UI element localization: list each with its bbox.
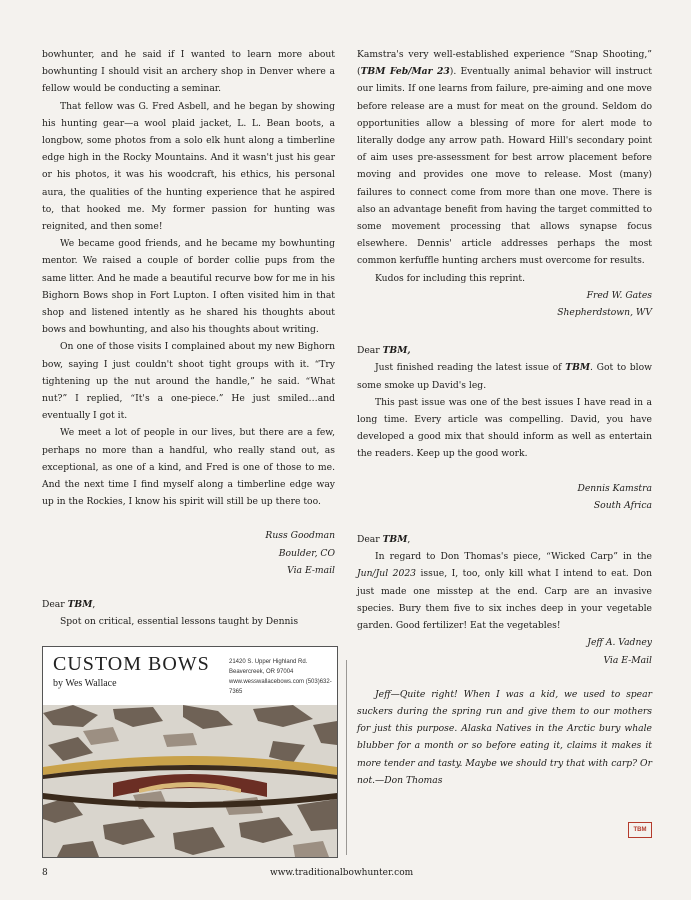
- paragraph: This past issue was one of the best issues I have read in a long time. Every article was compelling. David, you have developed a good mix that should inform as well as entertain the readers. Keep up the good work.: [357, 396, 652, 460]
- signature-name: Fred W. Gates: [586, 289, 652, 301]
- signature-place: Shepherdstown, WV: [557, 307, 652, 319]
- letter-salutation: Dear TBM,: [357, 345, 411, 357]
- signature-name: Russ Goodman: [265, 530, 335, 542]
- paragraph: Spot on critical, essential lessons taught by Dennis: [60, 616, 299, 628]
- paragraph: Kudos for including this reprint.: [375, 272, 526, 284]
- paragraph: We meet a lot of people in our lives, but there are a few, perhaps no more than a handful, who really stand out, as exceptional, as one of a kind, and Fred is one of those to me. And the next time I find myself along a timberline edge way up in the Rockies, I know his spirit will still be up there too.: [42, 427, 335, 508]
- paragraph: That fellow was G. Fred Asbell, and he began by showing his hunting gear—a wool plaid jacket, L. L. Bean boots, a longbow, some photos from a solo elk hunt along a timberline edge high in the Rocky Mountains. And it wasn't just his gear or his photos, it was his woodcraft, his ethics, his personal aura, the qualities of the hunting experience that he aspired to, that hooked me. My former passion for hunting was reignited, and then some!: [42, 100, 335, 233]
- column-divider: [346, 660, 347, 855]
- custom-bows-advertisement: [42, 646, 338, 858]
- letter-salutation: Dear TBM,: [42, 599, 96, 611]
- paragraph: Kamstra's very well-established experience “Snap Shooting,” (TBM Feb/Mar 23). Eventually animal behavior will instruct our limits. If one learns from failure, pre-aiming and one move before release are a must for meat on the ground. Seldom do opportunities allow a blessing of more for alert mode to literally dodge any arrow path. Howard Hill's secondary point of aim uses pre-assessment for best arrow placement before moving and provides one move to release. Most (many) failures to connect come from more than one move. There is also an advantage benefit from having the target committed to some movement processing that allows synapse focus elsewhere. Dennis' article addresses perhaps the most common kerfuffle hunting archers must overcome for results.: [357, 49, 652, 267]
- signature-place: Boulder, CO: [278, 547, 335, 559]
- tbm-logo: TBM: [628, 822, 652, 838]
- paragraph: In regard to Don Thomas's piece, “Wicked Carp” in the Jun/Jul 2023 issue, I, too, only kill what I intend to eat. Don just made one misstep at the end. Carp are an invasive species. Bury them five to six inches deep in your vegetable garden. Good fertilizer! Eat the vegetables!: [357, 551, 652, 632]
- paragraph: Just finished reading the latest issue of TBM. Got to blow some smoke up David's leg.: [357, 362, 652, 391]
- ad-byline: by Wes Wallace: [53, 678, 117, 689]
- signature-name: Jeff A. Vadney: [587, 637, 652, 649]
- page-number: 8: [42, 868, 48, 878]
- signature-via: Via E-mail: [287, 564, 335, 576]
- signature-name: Dennis Kamstra: [577, 482, 652, 494]
- bow-on-camo-image: [43, 705, 337, 857]
- editor-reply: Jeff—Quite right! When I was a kid, we used to spear suckers during the spring run and give them to our mothers for just this purpose. Alaska Natives in the Arctic bury whale blubber for a month or so before eating it, claims it makes it more tender and tasty. Maybe we should try that with carp? Or not.—Don Thomas: [357, 688, 652, 786]
- signature-place: South Africa: [593, 499, 652, 511]
- left-column: [42, 46, 335, 631]
- right-column: [357, 46, 652, 789]
- letter-salutation: Dear TBM,: [357, 534, 411, 546]
- paragraph: bowhunter, and he said if I wanted to learn more about bowhunting I should visit an archery shop in Denver where a fellow would be conducting a seminar.: [42, 49, 335, 95]
- paragraph: We became good friends, and he became my bowhunting mentor. We raised a couple of border collie pups from the same litter. And he made a beautiful recurve bow for me in his Bighorn Bows shop in Fort Lupton. I often visited him in that shop and listened intently as he shared his thoughts about bows and bowhunting, and also his thoughts about writing.: [42, 238, 335, 336]
- footer-url: www.traditionalbowhunter.com: [270, 868, 414, 878]
- signature-via: Via E-Mail: [603, 654, 652, 666]
- ad-brand: CUSTOM BOWS: [53, 653, 210, 675]
- paragraph: On one of those visits I complained about my new Bighorn bow, saying I just couldn't shoot tight groups with it. “Try tightening up the nut around the handle,” he said. “What nut?” I replied, “It's a one-piece.” He just smiled…and eventually I got it.: [42, 341, 335, 422]
- ad-address: 21420 S. Upper Highland Rd. Beavercreek, OR 97004 www.wesswallacebows.com (503)632-7365: [229, 659, 332, 695]
